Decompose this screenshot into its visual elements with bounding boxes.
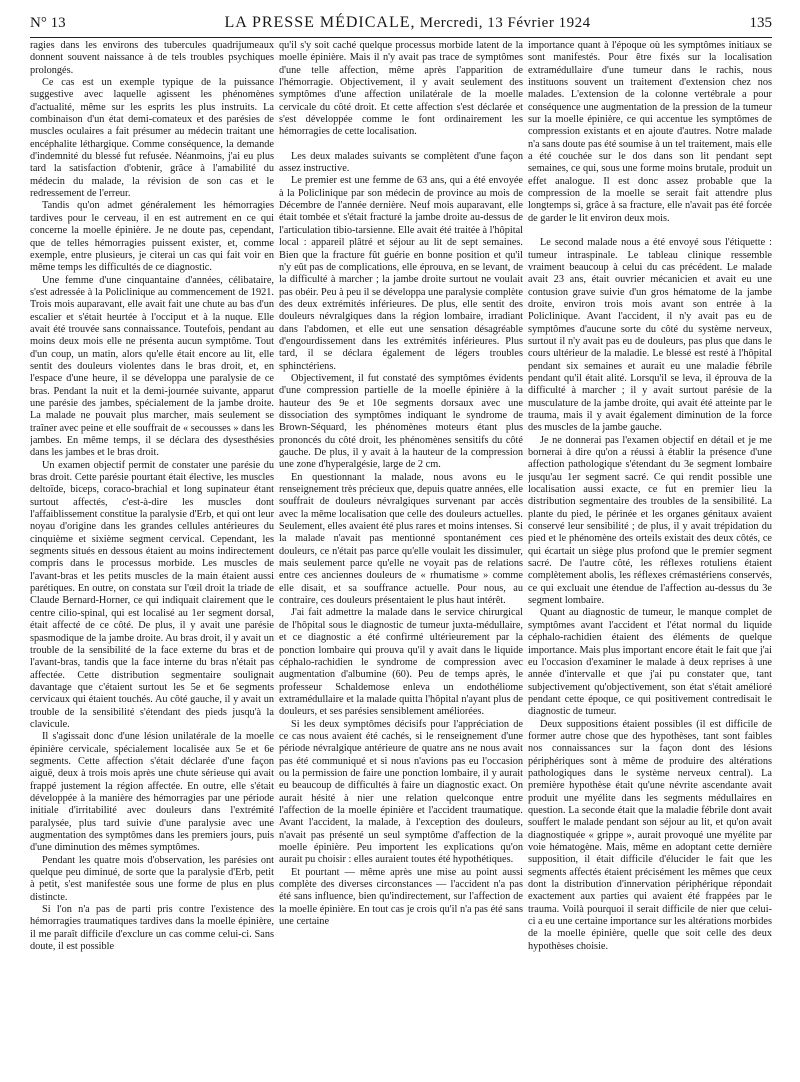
paragraph: Un examen objectif permit de constater une parésie du bras droit. Cette parésie pourtant était élective, les muscles deltoïde, biceps, coraco-brachial et long supinateur étant surtout affectés, c'est-à-dire les muscles dont l'affaiblissement constitue la paralysie d'Erb, et qui ont leur noyau d'origine dans les grandes cellules antérieures du cinquième et sixième segment cervical. Cependant, les segments situés en dessous étaient au moins indirectement compris dans le processus morbide. Les muscles de l'avant-bras et les petits muscles de la main étaient aussi parétiques. En outre, on constata sur l'œil droit la triade de Claude Bernard-Horner, ce qui indiquait clairement que le centre cilio-spinal, qui est localisé au 1er segment dorsal, était affecté de ce côté. De plus, il y avait une parésie spasmodique de la jambe droite. Au bras droit, il y avait un trouble de la sensibilité de la face externe du bras et de l'avant-bras, tandis que la face interne du bras n'était pas affectée. Cette distribution segmentaire soulignait davantage que c'étaient surtout les 5e et 6e segments cervicaux qui étaient touchés. Au côté gauche, il y avait un trouble de la sensibilité s'étendant des pieds jusqu'à la clavicule.	[30, 459, 274, 730]
text-column-3	[528, 40, 772, 1074]
masthead	[225, 14, 591, 32]
paragraph: qu'il s'y soit caché quelque processus morbide latent de la moelle épinière. Mais il n'y avait pas trace de symptômes d'une telle affection, même après l'apparition de l'hémorragie. Objectivement, il y avait seulement des symptômes d'une affection unilatérale de la moelle cervicale du côté droit. Et cette affection s'est déclarée et s'est développée comme le font ordinairement les hémorragies de cette localisation.	[279, 40, 523, 138]
paragraph: importance quant à l'époque où les symptômes initiaux se sont manifestés. Pour être fixés sur la localisation extramédullaire d'une tumeur dans le rachis, nous instituons souvent un traitement d'extension chez nos malades. L'extension de la colonne vertébrale a pour conséquence une augmentation de la pression de la tumeur sur la moelle épinière, ce qui accentue les symptômes de compression existants et en ajoute d'autres. Notre malade n'a sans doute pas été soumise à un tel traitement, mais elle a été couchée sur le dos dans son lit pendant sept semaines, ce qui, sous une forme moins brutale, produit un effet analogue. Il est donc assez probable que la compression de la moelle se serait fait attendre plus longtemps si, grâce à sa fracture, elle n'avait pas été forcée de garder le lit environ deux mois.	[528, 40, 772, 224]
paragraph: Il s'agissait donc d'une lésion unilatérale de la moelle épinière cervicale, spécialement localisée aux 5e et 6e segments. Cette affection s'était déclarée d'une façon aiguë, deux à trois mois après une chute sérieuse qui avait frappé justement la région affectée. En outre, elle s'était développée à la manière des hémorragies par une période initiale d'irritabilité avec douleurs dans l'extrémité paralysée, plus tard suivie d'une paralysie avec une augmentation des symptômes dans les premiers jours, puis d'une diminution des mêmes symptômes.	[30, 731, 274, 854]
header-rule	[30, 37, 772, 38]
paragraph: Quant au diagnostic de tumeur, le manque complet de symptômes avant l'accident et l'état normal du liquide céphalo-rachidien étaient des éléments de quelque importance. Mais plus important encore était le fait que j'ai eu l'occasion d'examiner le malade à deux reprises à une année d'intervalle et que j'ai pu constater que, tant subjectivement qu'objectivement, son état s'était amélioré pendant cette époque, ce qui positivement contredisait le diagnostic de tumeur.	[528, 607, 772, 718]
paragraph: Une femme d'une cinquantaine d'années, célibataire, s'est adressée à la Policlinique au commencement de 1921. Trois mois auparavant, elle avait fait une chute au bas d'un escalier et s'était heurtée à l'occiput et à la nuque. Elle avait été trouvée sans connaissance. Toutefois, pendant au moins deux mois elle ne présenta aucun symptôme. Tout d'un coup, un matin, alors qu'elle était encore au lit, elle sentit des douleurs violentes dans le bras droit, et, en l'espace d'une heure, il se développa une paralysie de ce bras. Pendant la nuit et la demi-journée suivante, apparut une parésie des jambes, spécialement de la jambe droite. La malade ne pouvait plus marcher, mais seulement se traîner avec peine et elle souffrait de « secousses » dans les jambes. En même temps, il se déclara des dysesthésies dans les jambes et le bras droit.	[30, 274, 274, 459]
paragraph: Objectivement, il fut constaté des symptômes évidents d'une compression partielle de la moelle épinière à la hauteur des 9e et 10e segments dorsaux avec une dissociation des symptômes indiquant le syndrome de Brown-Séquard, les phénomènes moteurs étant plus prononcés du côté droit, les phénomènes sensitifs du côté gauche. De plus, il y avait à la hauteur de la compression une zone d'hyperalgésie, large de 2 cm.	[279, 372, 523, 471]
journal-title: LA PRESSE MÉDICALE,	[224, 14, 416, 31]
paragraph: Les deux malades suivants se complètent d'une façon assez instructive.	[279, 150, 523, 175]
text-column-2	[279, 40, 523, 1074]
paragraph: Le premier est une femme de 63 ans, qui a été envoyée à la Policlinique par son médecin de province au mois de Décembre de l'année dernière. Neuf mois auparavant, elle était tombée et s'était fracturé la jambe droite au-dessus de l'articulation tibio-tarsienne. Elle avait été traitée à l'hôpital local : appareil plâtré et séjour au lit de sept semaines. Bien que la fracture fût guérie en bonne position et qu'il n'y eût pas de complications, elle éprouva, en se levant, de la difficulté à marcher ; la jambe droite surtout ne voulait pas obéir. Peu à peu il se développa une paralysie complète des deux extrémités inférieures. De plus, elle sentit des douleurs névralgiques dans la région lombaire, irradiant dans l'abdomen, et elle eut une sensation désagréable d'engourdissement dans les extrémités inférieures. Plus tard, il se déclara également de légers troubles sphinctériens.	[279, 175, 523, 372]
page-header	[30, 14, 772, 36]
paragraph: Et pourtant — même après une mise au point aussi complète des diverses circonstances — l'accident n'a pas été sans influence, bien qu'indirectement, sur l'affection de la moelle épinière. En tout cas je crois qu'il n'a pas été sans une certaine	[279, 866, 523, 928]
paragraph: Si l'on n'a pas de parti pris contre l'existence des hémorragies traumatiques tardives dans la moelle épinière, il me paraît difficile d'exclure un cas comme celui-ci. Sans doute, il est possible	[30, 904, 274, 953]
paragraph: Le second malade nous a été envoyé sous l'étiquette : tumeur intraspinale. Le tableau clinique ressemble vraiment beaucoup à celui du cas précédent. Le malade avait 23 ans, était ouvrier mécanicien et avait eu une contusion grave suivie d'un gros hématome de la jambe droite, environ trois mois avant son entrée à la Policlinique. Avant l'accident, il n'y avait pas eu de symptômes d'aucune sorte du côté du système nerveux, surtout il n'y avait pas eu de douleurs, pas plus que dans le cours ultérieur de la maladie. Le blessé est resté à l'hôpital pendant six semaines et aurait eu une maladie fébrile pendant qu'il était alité. Lorsqu'il se leva, il éprouva de la difficulté à marcher ; il y avait surtout parésie de la musculature de la jambe droite, qui avait été atteinte par le trauma, mais il y avait également diminution de la force des muscles de la jambe gauche.	[528, 237, 772, 434]
text-column-1	[30, 40, 274, 1074]
paragraph: ragies dans les environs des tubercules quadrijumeaux donnent souvent naissance à de tels troubles psychiques prolongés.	[30, 40, 274, 76]
paragraph: J'ai fait admettre la malade dans le service chirurgical de l'hôpital sous le diagnostic de tumeur juxta-médullaire, et ce diagnostic a été confirmé ultérieurement par la ponction lombaire qui prouva qu'il y avait dans le liquide céphalo-rachidien le syndrome de compression avec augmentation d'albumine (60). Peu de temps après, le professeur Schaldemose enleva un endothéliome extramédullaire et la malade quitta l'hôpital n'ayant plus de douleurs, et ses parésies sensiblement améliorées.	[279, 607, 523, 718]
paragraph: Je ne donnerai pas l'examen objectif en détail et je me bornerai à dire qu'on a réussi à établir la présence d'une affection pathologique s'étendant du 3e segment lombaire jusqu'au 1er segment sacré. Ce qui rendit possible une localisation aussi exacte, ce fut en premier lieu la distribution segmentaire des troubles de la sensibilité. La plante du pied, le périnée et les organes génitaux avaient conservé leur sensibilité ; de plus, il y avait trépidation du pied et le phénomène des orteils existait des deux côtés, ce qui écartait un siège plus profond que le premier segment sacré. De l'autre côté, les réflexes rotuliens étaient complètement abolis, les réflexes crémastériens conservés, ce qui excluait une étendue de l'affection au-dessus du 3e segment lombaire.	[528, 434, 772, 607]
paragraph: Ce cas est un exemple typique de la puissance suggestive avec laquelle agissent les phénomènes d'actualité, même sur les esprits les plus instruits. La combinaison d'un état demi-comateux et des parésies de muscles oculaires a fait présumer au médecin traitant une encéphalite léthargique. Comme conséquence, la demande d'indemnité du blessé fut refusée. Néanmoins, j'ai eu plus tard la satisfaction d'obtenir, grâce à l'amabilité du médecin du malade, la révision de son cas et le redressement de l'erreur.	[30, 77, 274, 200]
page-number: 135	[749, 15, 772, 31]
paragraph: Tandis qu'on admet généralement les hémorragies tardives pour le cerveau, il en est autrement en ce qui concerne la moelle épinière. Je ne doute pas, cependant, que de telles hémorragies puissent exister, et, comme exemple, entre plusieurs, je citerai un cas qui fait voir en même temps les difficultés de ce diagnostic.	[30, 200, 274, 274]
paragraph: Pendant les quatre mois d'observation, les parésies ont quelque peu diminué, de sorte que la paralysie d'Erb, petit à petit, s'est manifestée sous une forme de plus en plus distincte.	[30, 854, 274, 903]
issue-number: N° 13	[30, 15, 66, 31]
issue-date: Mercredi, 13 Février 1924	[419, 15, 591, 31]
paragraph: En questionnant la malade, nous avons eu le renseignement très précieux que, depuis quatre années, elle souffrait de douleurs névralgiques survenant par accès avec la même localisation que celle des douleurs actuelles. Seulement, elles avaient été plus rares et moins intenses. Si la malade n'avait pas mentionné spontanément ces douleurs, ce n'était pas parce qu'elle voulait les dissimuler, mais seulement parce qu'elle ne voyait pas de relations entre ces anciennes douleurs de « rhumatisme » comme elle disait, et sa souffrance actuelle. Pour nous, au contraire, ces douleurs présentaient le plus haut intérêt.	[279, 471, 523, 607]
paragraph: Si les deux symptômes décisifs pour l'appréciation de ce cas nous avaient été cachés, si le renseignement d'une période névralgique antérieure de quatre ans ne nous avait pas été communiqué et si nous n'avions pas eu l'occasion ou la permission de faire une ponction lombaire, il y aurait eu beaucoup de difficultés à faire un diagnostic exact. On aurait hésité à nier une relation quelconque entre l'affection de la moelle épinière et l'accident traumatique. Avant l'accident, la malade, à l'exception des douleurs, n'avait pas présenté un seul symptôme d'affection de la moelle épinière. Peu importent les explications qu'on aurait pu choisir : elles auraient toutes été hypothétiques.	[279, 718, 523, 866]
paragraph: Deux suppositions étaient possibles (il est difficile de former autre chose que des hypothèses, tant sont faibles nos connaissances sur la façon dont des lésions périphériques sont à même de produire des altérations pathologiques dans le système nerveux central). La première hypothèse était qu'une névrite ascendante avait produit une myélite dans les segments médullaires en question. La seconde était que la maladie fébrile dont avait souffert le malade pendant son séjour au lit, et qu'on avait diagnostiquée « grippe », aurait provoqué une myélite par voie hématogène. Mais, même en adoptant cette dernière supposition, il était difficile d'élucider le fait que les segments affectés étaient précisément les mêmes que ceux dont la distribution d'innervation périphérique répondait exactement aux parties qui avaient été frappées par le trauma. Voilà pourquoi il serait difficile de nier que celui-ci a eu une certaine importance sur les altérations morbides de la moelle épinière, quelle que soit celle des deux hypothèses choisie.	[528, 718, 772, 952]
